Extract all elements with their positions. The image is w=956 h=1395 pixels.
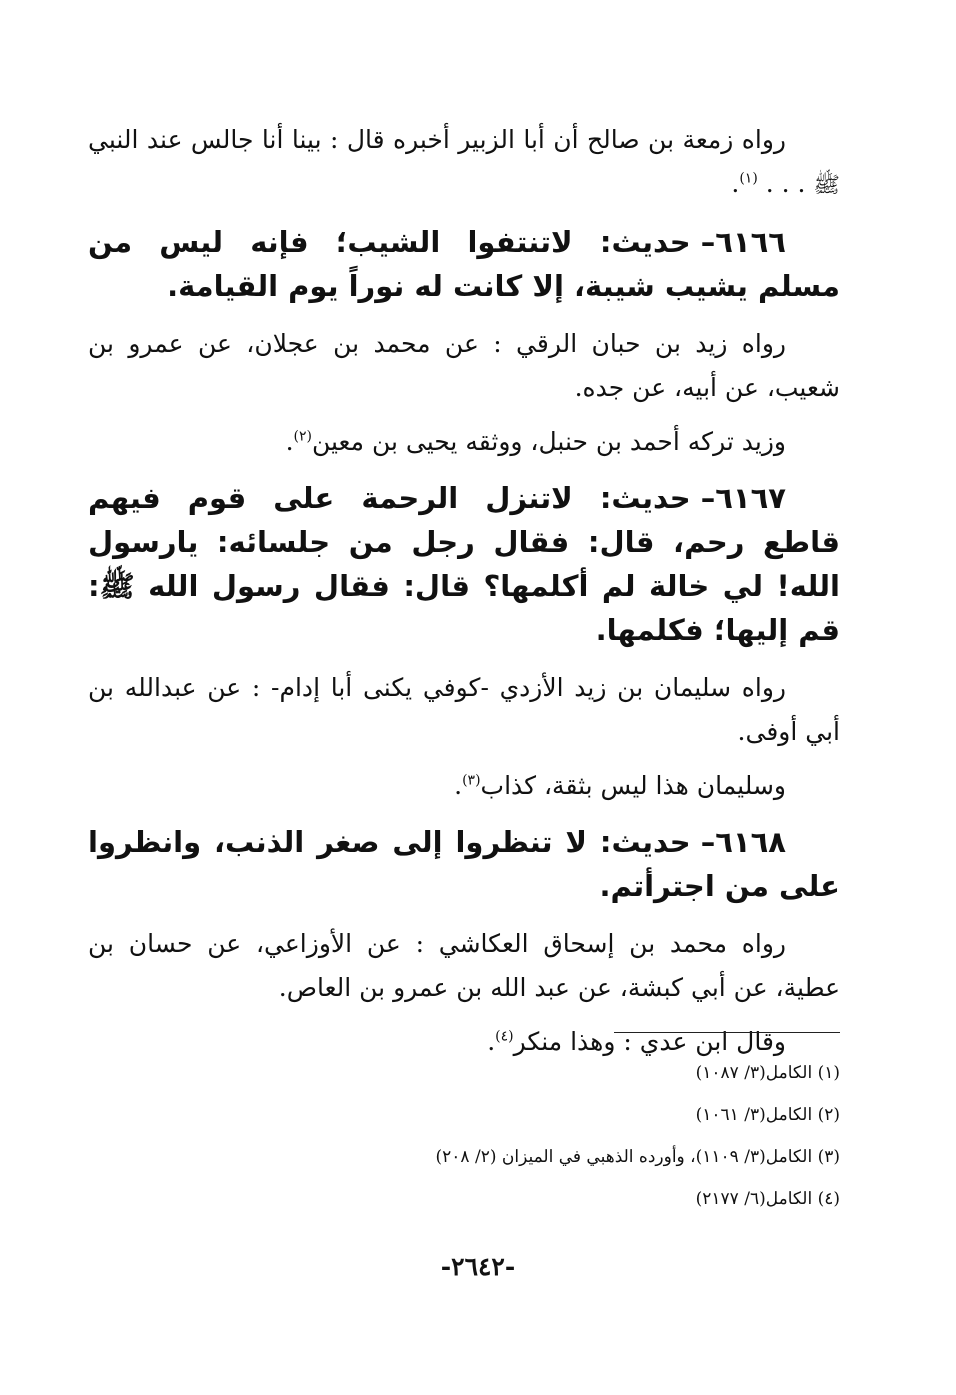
narration-text: وزيد تركه أحمد بن حنبل، ووثقه يحيى بن معين: [311, 427, 786, 456]
sentence-end: .: [731, 169, 740, 198]
narration-paragraph: [88, 922, 840, 1010]
hadith-paragraph: [88, 220, 840, 308]
hadith-text: حديث: لاتنزل الرحمة على قوم فيهم قاطع رحم، قال: فقال رجل من جلسائه: يارسول الله! لي خالة لم أكلمها؟ قال: فقال رسول الله ﷺ: قم إليها؛ فكلمها.: [88, 481, 840, 647]
narration-text: رواه زيد بن حبان الرقي : عن محمد بن عجلان، عن عمرو بن شعيب، عن أبيه، عن جده.: [88, 329, 840, 402]
footnote-item: (١) الكامل(٣/ ١٠٨٧): [695, 1063, 840, 1083]
sentence-end: .: [487, 1027, 496, 1056]
narration-text: وسليمان هذا ليس بثقة، كذاب: [480, 771, 786, 800]
narration-paragraph: [88, 666, 840, 754]
hadith-text: حديث: لاتنتفوا الشيب؛ فإنه ليس من مسلم يشيب شيبة، إلا كانت له نوراً يوم القيامة.: [88, 225, 840, 303]
hadith-paragraph: [88, 820, 840, 908]
hadith-number: ٦١٦٧–: [700, 481, 786, 515]
page-number: -٢٦٤٢-: [440, 1252, 516, 1281]
hadith-paragraph: [88, 476, 840, 652]
narration-text: رواه زمعة بن صالح أن أبا الزبير أخبره قال : بينا أنا جالس عند النبي: [88, 125, 786, 154]
footnote-ref[interactable]: (٢): [293, 428, 312, 445]
narration-paragraph: [88, 118, 840, 208]
sentence-end: .: [454, 771, 463, 800]
footnote-ref[interactable]: (٤): [495, 1028, 514, 1045]
narration-paragraph: [88, 764, 840, 808]
hadith-text: حديث: لا تنظروا إلى صغر الذنب، وانظروا على من اجترأتم.: [88, 825, 840, 903]
footnote-divider: [614, 1032, 840, 1033]
hadith-number: ٦١٦٨–: [700, 825, 786, 859]
narration-paragraph: [88, 322, 840, 410]
ellipsis: . . .: [757, 169, 814, 198]
footnote-ref[interactable]: (١): [739, 170, 758, 187]
footnote-item: (٣) الكامل(٣/ ١١٠٩)، وأورده الذهبي في الميزان (٢/ ٢٠٨): [435, 1147, 840, 1167]
footnote-item: (٤) الكامل(٦/ ٢١٧٧): [695, 1189, 840, 1209]
hadith-number: ٦١٦٦–: [700, 225, 786, 259]
footnote-item: (٢) الكامل(٣/ ١٠٦١): [695, 1105, 840, 1125]
narration-text: رواه محمد بن إسحاق العكاشي : عن الأوزاعي، عن حسان بن عطية، عن أبي كبشة، عن عبد الله بن عمرو بن العاص.: [88, 929, 840, 1002]
sentence-end: .: [285, 427, 294, 456]
narration-text: رواه سليمان بن زيد الأزدي -كوفي يكنى أبا إدام- : عن عبدالله بن أبي أوفى.: [88, 673, 840, 746]
narration-paragraph: [88, 420, 840, 464]
salutation-symbol: ﷺ: [813, 173, 840, 198]
footnote-ref[interactable]: (٣): [462, 772, 481, 789]
footnotes: [80, 1052, 840, 1220]
narration-text: وقال ابن عدي : وهذا منكر: [513, 1027, 786, 1056]
